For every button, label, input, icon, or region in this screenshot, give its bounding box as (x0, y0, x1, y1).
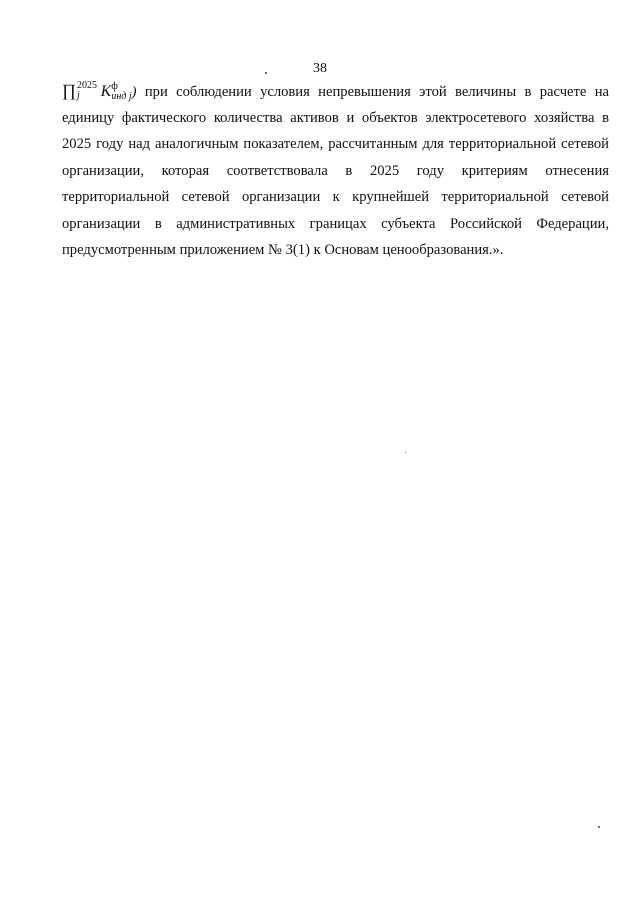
product-superscript: 2025 (77, 79, 97, 91)
text-line-3: 2025 году над аналогичным показателем, рассчитанным для территориальной сетевой (62, 136, 609, 152)
product-formula (62, 78, 137, 106)
text-line-1 (62, 78, 609, 105)
page-number: 38 (313, 61, 327, 76)
close-paren: ) (131, 84, 137, 100)
text-line-6: организации в административных границах субъекта Российской Федерации, (62, 215, 609, 232)
text-line-7: предусмотренным приложением № 3(1) к Основам ценообразования.». (62, 242, 504, 258)
scan-speck (265, 72, 267, 74)
text-line-5: территориальной сетевой организации к крупнейшей территориальной сетевой (62, 189, 609, 205)
body-text (62, 78, 609, 264)
product-subscript: j (77, 89, 80, 101)
k-superscript: ф (111, 80, 118, 92)
line1-text: при соблюдении условия непревышения этой величины в расчете на (144, 84, 609, 100)
text-line-4: организации, которая соответствовала в 2025 году критериям отнесения (62, 162, 609, 179)
scan-speck (598, 826, 600, 828)
product-symbol: ∏ (62, 81, 76, 100)
k-subscript: инд j (111, 90, 132, 102)
scan-speck (405, 452, 406, 453)
k-letter: K (100, 83, 112, 100)
text-line-2: единицу фактического количества активов и объектов электросетевого хозяйства в (62, 109, 609, 126)
